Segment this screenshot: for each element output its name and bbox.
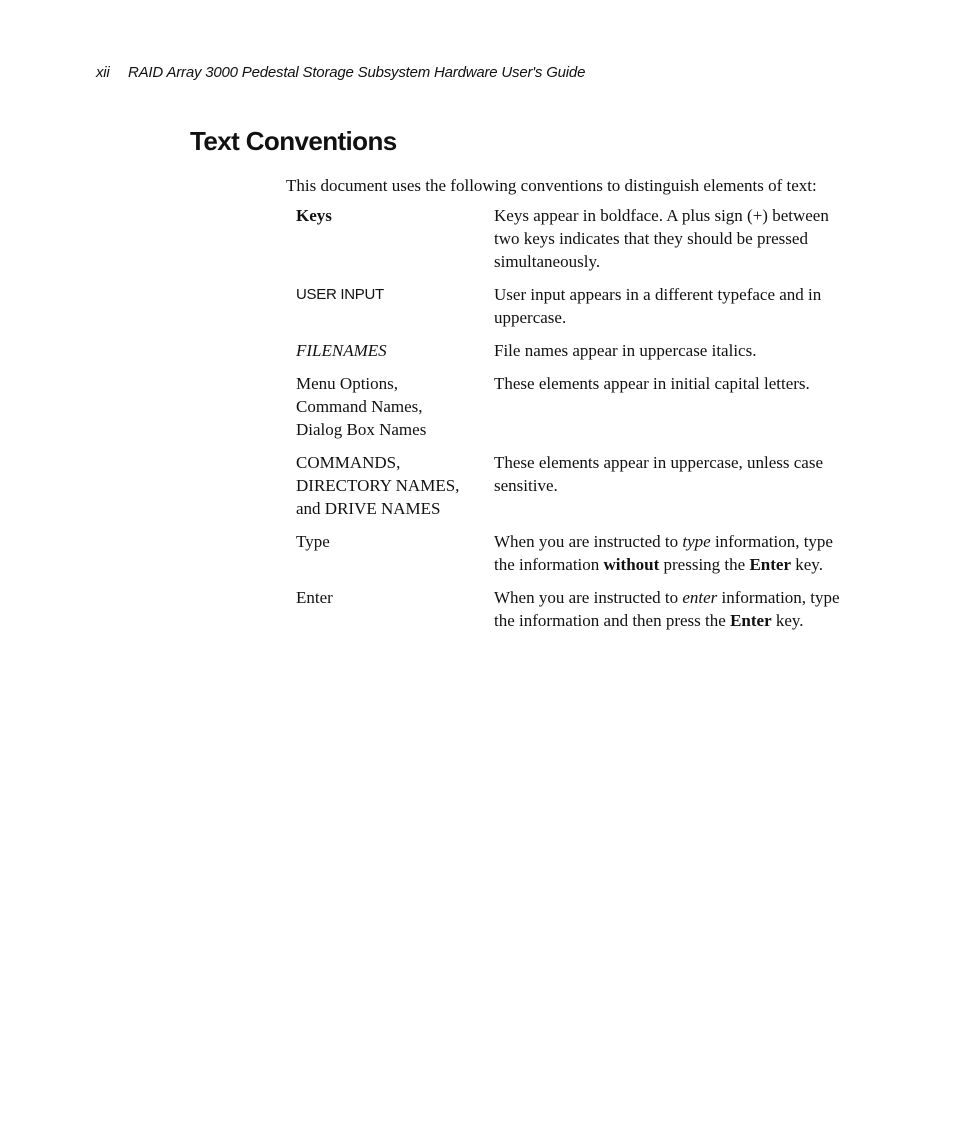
term-line: DIRECTORY NAMES, <box>296 476 460 495</box>
convention-description <box>494 586 864 632</box>
convention-row-keys <box>296 204 876 273</box>
desc-line: File names appear in uppercase italics. <box>494 341 757 360</box>
convention-row-filenames <box>296 339 876 362</box>
desc-text: When you are instructed to <box>494 588 683 607</box>
desc-line <box>494 609 864 632</box>
convention-description <box>494 283 864 329</box>
convention-term <box>296 372 494 441</box>
section-title: Text Conventions <box>190 126 397 156</box>
term-line: COMMANDS, <box>296 453 401 472</box>
convention-description <box>494 339 864 362</box>
desc-line: two keys indicates that they should be pressed <box>494 229 808 248</box>
desc-text: information, type <box>717 588 840 607</box>
convention-description <box>494 204 864 273</box>
term-line: USER INPUT <box>296 286 384 303</box>
conventions-table <box>296 204 876 642</box>
desc-line: User input appears in a different typeface and in <box>494 285 822 304</box>
desc-emphasis: enter <box>682 588 718 607</box>
desc-text: information, type <box>710 532 833 551</box>
term-line: Keys <box>296 206 332 225</box>
desc-strong: Enter <box>749 555 791 574</box>
intro-paragraph: This document uses the following conventions to distinguish elements of text: <box>286 176 817 195</box>
convention-row-type <box>296 530 876 576</box>
term-line: FILENAMES <box>296 341 387 360</box>
convention-term <box>296 451 494 520</box>
term-line: Enter <box>296 588 333 607</box>
convention-term <box>296 530 494 576</box>
convention-description <box>494 451 864 520</box>
convention-term <box>296 339 494 362</box>
convention-term <box>296 586 494 632</box>
desc-text: key. <box>771 611 804 630</box>
desc-line <box>494 553 864 576</box>
desc-line <box>494 586 864 609</box>
page-number: xii <box>96 64 110 81</box>
term-line: and DRIVE NAMES <box>296 499 441 518</box>
convention-description <box>494 530 864 576</box>
desc-line: uppercase. <box>494 308 567 327</box>
term-line: Menu Options, <box>296 374 398 393</box>
convention-term <box>296 283 494 329</box>
desc-line: simultaneously. <box>494 252 601 271</box>
convention-row-enter <box>296 586 876 632</box>
desc-line: Keys appear in boldface. A plus sign (+) between <box>494 206 829 225</box>
desc-line: These elements appear in initial capital letters. <box>494 374 810 393</box>
book-title: RAID Array 3000 Pedestal Storage Subsystem Hardware User's Guide <box>128 64 586 81</box>
term-line: Dialog Box Names <box>296 420 427 439</box>
desc-text: the information <box>494 555 604 574</box>
desc-line: sensitive. <box>494 476 558 495</box>
convention-description <box>494 372 864 441</box>
convention-row-commands <box>296 451 876 520</box>
desc-text: pressing the <box>659 555 750 574</box>
desc-strong: without <box>603 555 660 574</box>
term-line: Type <box>296 532 330 551</box>
convention-term <box>296 204 494 273</box>
desc-text: the information and then press the <box>494 611 731 630</box>
desc-text: key. <box>791 555 823 574</box>
desc-emphasis: type <box>682 532 711 551</box>
desc-line: These elements appear in uppercase, unless case <box>494 453 823 472</box>
term-line: Command Names, <box>296 397 423 416</box>
desc-strong: Enter <box>730 611 772 630</box>
convention-row-menu-options <box>296 372 876 441</box>
running-header <box>96 64 585 81</box>
desc-line <box>494 530 864 553</box>
convention-row-user-input <box>296 283 876 329</box>
desc-text: When you are instructed to <box>494 532 683 551</box>
